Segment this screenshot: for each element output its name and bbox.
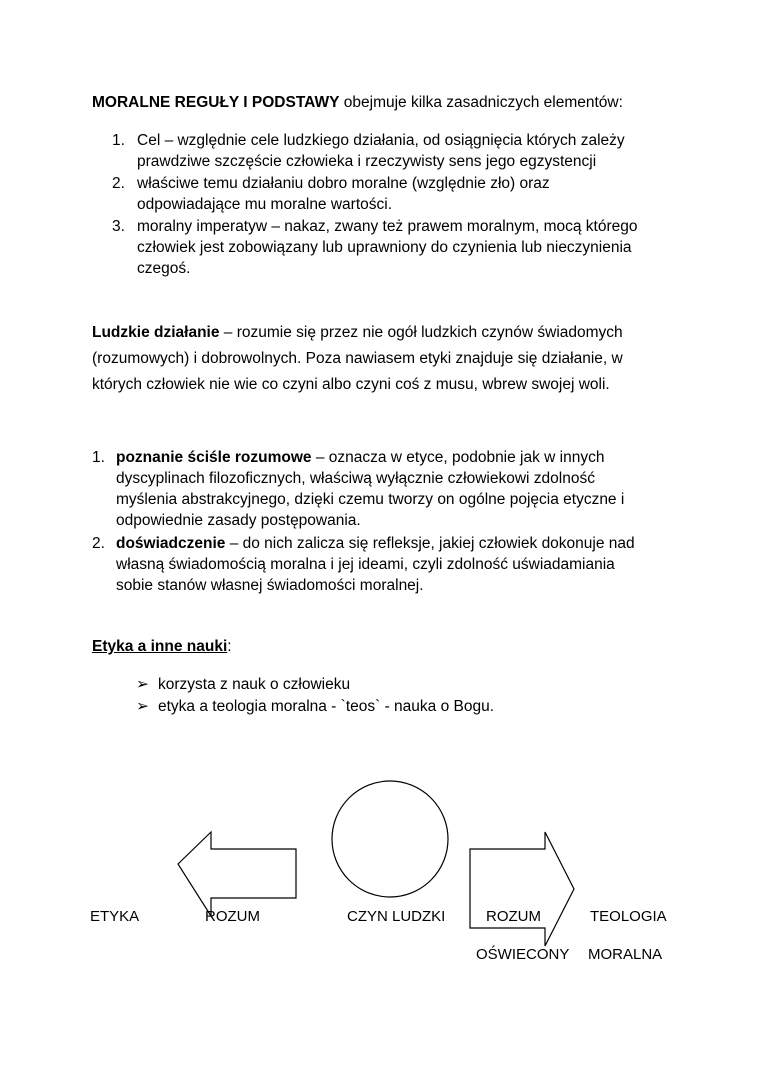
bullet-arrow-icon: ➢ (136, 698, 149, 715)
diagram-label-rozum-right: ROZUM (486, 908, 541, 925)
source-2-first: – do nich zalicza się refleksje, jakiej człowiek dokonuje nad (225, 535, 635, 552)
intro-item-3-line-2: człowiek jest zobowiązany lub uprawniony do czynienia lub nieczynienia (137, 239, 632, 256)
right-arrow-shape (470, 832, 574, 946)
diagram-label-czyn-ludzki: CZYN LUDZKI (347, 908, 446, 925)
diagram-label-moralna: MORALNA (588, 946, 663, 963)
source-1-line-2: dyscyplinach filozoficznych, właściwą wyłącznie człowiekowi zdolność (116, 470, 595, 487)
human-action-text-1: – rozumie się przez nie ogół ludzkich czynów świadomych (219, 324, 623, 341)
intro-item-1-number: 1. (112, 132, 125, 149)
intro-item-3-line-3: czegoś. (137, 260, 191, 277)
diagram-label-rozum-left: ROZUM (205, 908, 260, 925)
source-1-number: 1. (92, 449, 105, 466)
intro-item-2-line-2: odpowiadające mu moralne wartości. (137, 196, 393, 213)
intro-item-3-line-1: moralny imperatyw – nakaz, zwany też prawem moralnym, mocą którego (137, 218, 638, 235)
ethics-sciences-heading: Etyka a inne nauki (92, 638, 228, 655)
bullet-arrow-icon: ➢ (136, 676, 149, 693)
source-1-line-4: odpowiednie zasady postępowania. (116, 512, 361, 529)
diagram-label-etyka: ETYKA (90, 908, 140, 925)
human-action-term: Ludzkie działanie (92, 324, 220, 341)
intro-item-1-line-1: Cel – względnie cele ludzkiego działania, od osiągnięcia których zależy (137, 132, 625, 149)
human-action-line-2: (rozumowych) i dobrowolnych. Poza nawiasem etyki znajduje się działanie, w (92, 350, 623, 367)
intro-item-2-number: 2. (112, 175, 125, 192)
source-2-number: 2. (92, 535, 105, 552)
bullet-item-2: etyka a teologia moralna - `teos` - nauka o Bogu. (158, 698, 495, 715)
intro-item-3-number: 3. (112, 218, 125, 235)
source-2-line-2: własną świadomością moralna i jej ideami, czyli zdolność uświadamiania (116, 556, 615, 573)
intro-item-1-line-2: prawdziwe szczęście człowieka i rzeczywisty sens jego egzystencji (137, 153, 597, 170)
intro-title: MORALNE REGUŁY I PODSTAWY (92, 94, 340, 111)
source-2-term: doświadczenie (116, 535, 226, 552)
intro-item-2-line-1: właściwe temu działaniu dobro moralne (względnie zło) oraz (137, 175, 550, 192)
source-1-line-3: myślenia abstrakcyjnego, dzięki czemu tworzy on ogólne pojęcia etyczne i (116, 491, 625, 508)
human-action-line-3: których człowiek nie wie co czyni albo czyni coś z musu, wbrew swojej woli. (92, 376, 610, 393)
diagram-label-oswiecony: OŚWIECONY (476, 946, 570, 963)
source-1-term: poznanie ściśle rozumowe (116, 449, 312, 466)
ethics-sciences-colon: : (227, 638, 232, 655)
left-arrow-shape (178, 832, 296, 916)
intro-text: obejmuje kilka zasadniczych elementów: (339, 94, 623, 111)
source-2-line-3: sobie stanów własnej świadomości moralnej. (116, 577, 424, 594)
bullet-item-1: korzysta z nauk o człowieku (158, 676, 351, 693)
circle-shape (332, 781, 448, 897)
source-1-first: – oznacza w etyce, podobnie jak w innych (311, 449, 605, 466)
diagram-label-teologia: TEOLOGIA (590, 908, 667, 925)
